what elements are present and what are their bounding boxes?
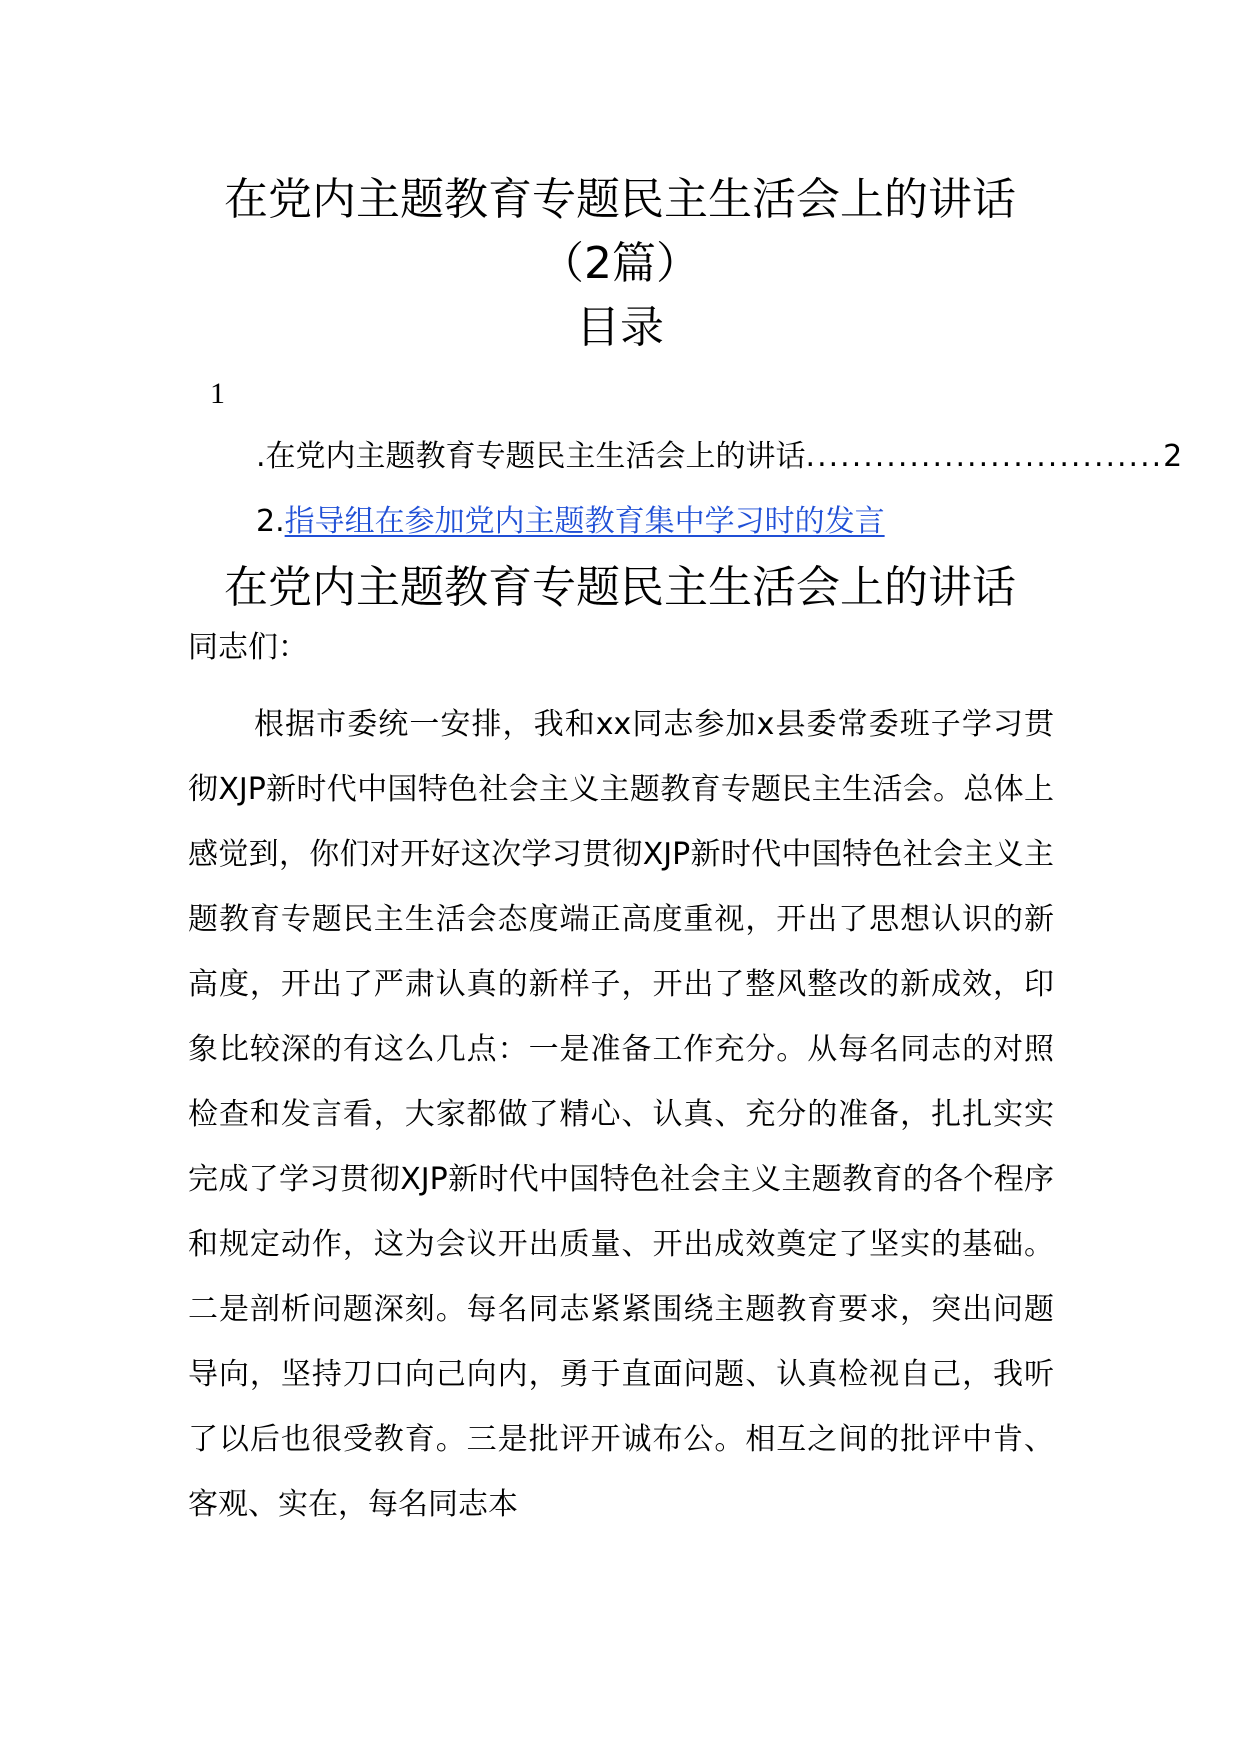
toc-first-number: 1 (210, 377, 225, 410)
toc-heading: 目录 (576, 302, 664, 353)
document-title-count: （2篇） (540, 238, 700, 289)
toc-item-2-link[interactable]: 指导组在参加党内主题教育集中学习时的发言 (284, 504, 885, 539)
section-heading: 在党内主题教育专题民主生活会上的讲话 (224, 562, 1016, 613)
toc-item-1-page: 2 (1163, 439, 1183, 474)
body-paragraph: 根据市委统一安排，我和xx同志参加x县委常委班子学习贯彻XJP新时代中国特色社会主义主题教育专题民主生活会。总体上感觉到，你们对开好这次学习贯彻XJP新时代中国特色社会主义主题教育专题民主生活会态度端正高度重视，开出了思想认识的新高度，开出了严肃认真的新样子，开出了整风整改的新成效，印象比较深的有这么几点：一是准备工作充分。从每名同志的对照检查和发言看，大家都做了精心、认真、充分的准备，扎扎实实完成了学习贯彻XJP新时代中国特色社会主义主题教育的各个程序和规定动作，这为会议开出质量、开出成效奠定了坚实的基础。二是剖析问题深刻。每名同志紧紧围绕主题教育要求，突出问题导向，坚持刀口向己向内，勇于直面问题、认真检视自己，我听了以后也很受教育。三是批评开诚布公。相互之间的批评中肯、客观、实在，每名同志本 (188, 707, 1054, 1522)
salutation: 同志们： (188, 630, 308, 665)
toc-item-1 (256, 437, 1183, 477)
body-text (188, 628, 1054, 1537)
document-title: 在党内主题教育专题民主生活会上的讲话 (224, 174, 1016, 225)
toc-item-1-leader: ............................... (805, 439, 1164, 474)
toc-item-1-text: .在党内主题教育专题民主生活会上的讲话 (256, 439, 806, 474)
toc-item-2 (256, 502, 885, 542)
toc-item-2-prefix: 2. (256, 504, 285, 539)
